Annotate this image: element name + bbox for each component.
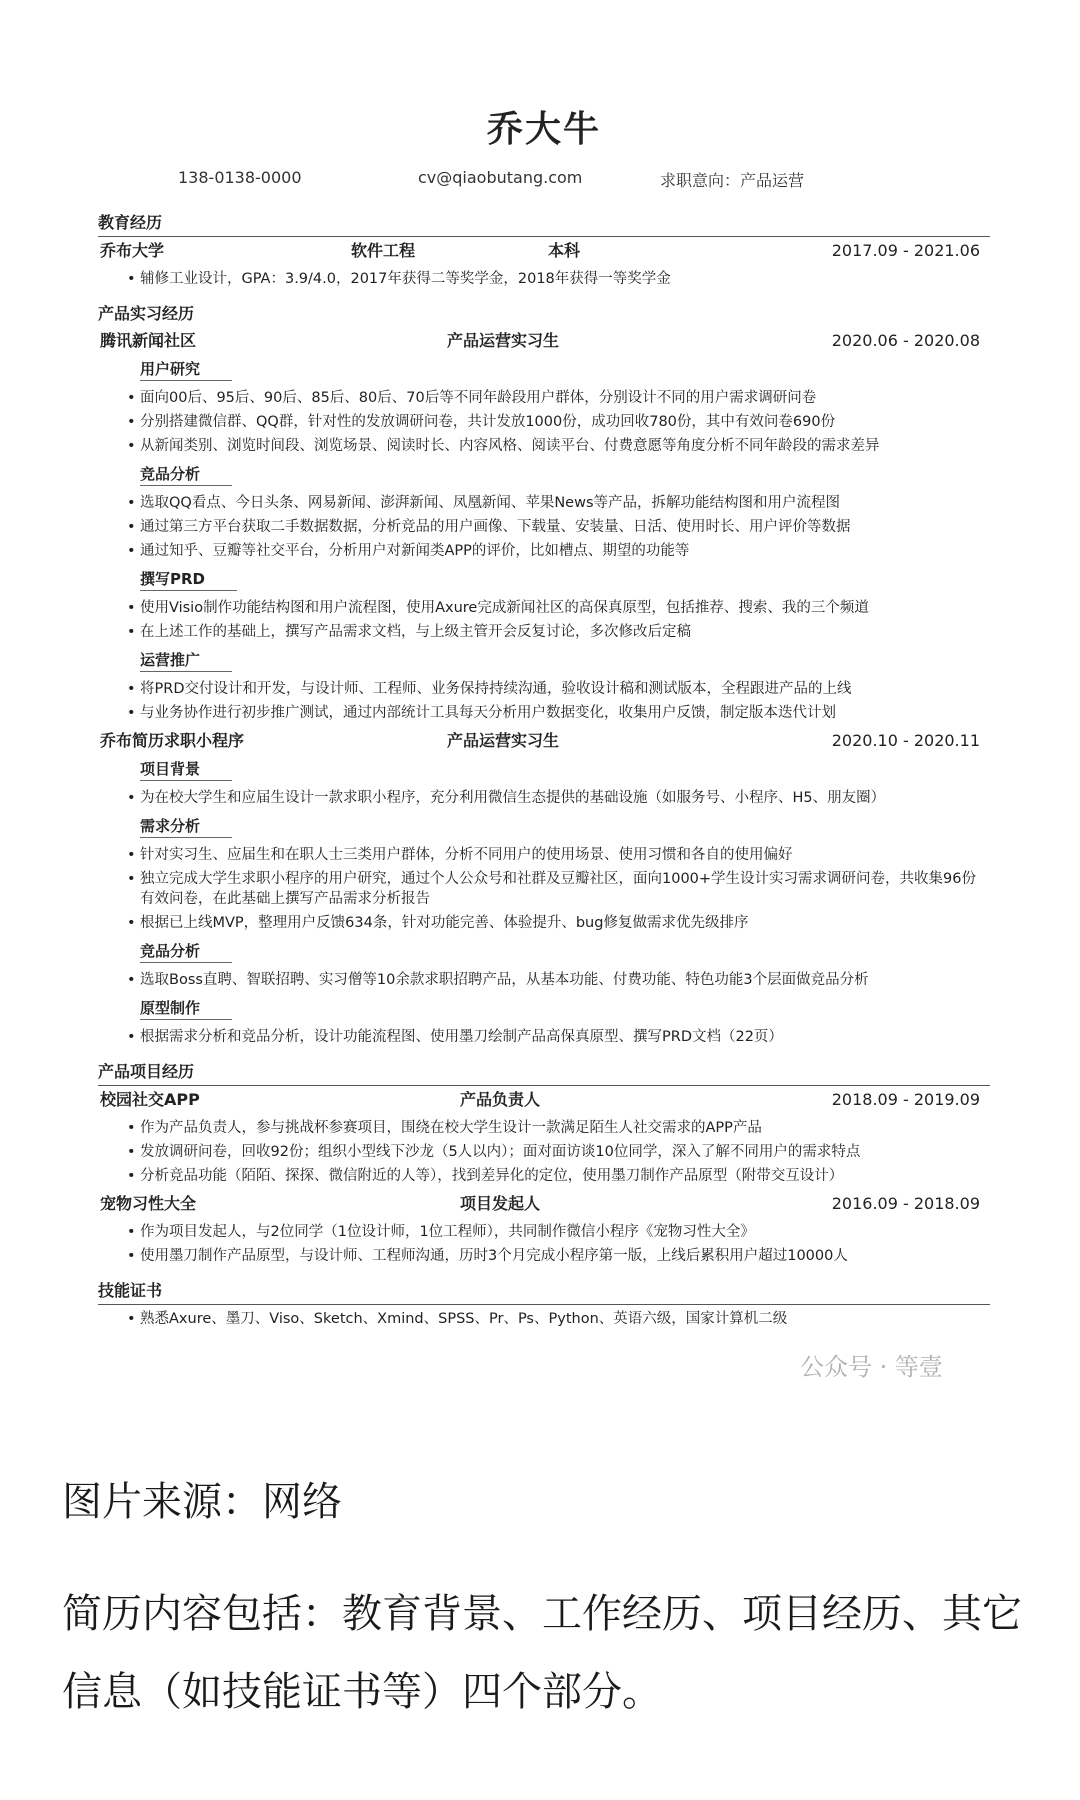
job-dates: 2020.10 - 2020.11	[831, 731, 980, 750]
section-education-title: 教育经历	[98, 210, 990, 237]
list-item: • 分别搭建微信群、QQ群，针对性的发放调研问卷，共计发放1000份，成功回收780份，其中有效问卷690份	[98, 412, 990, 432]
list-item: • 面向00后、95后、90后、85后、80后、70后等不同年龄段用户群体，分别设计不同的用户需求调研问卷	[98, 388, 990, 408]
phone: 138-0138-0000	[178, 168, 302, 187]
education-dates: 2017.09 - 2021.06	[831, 241, 980, 260]
organization: 乔布简历求职小程序	[100, 731, 245, 750]
subsection-bullets	[98, 788, 990, 808]
project-header-row	[98, 1086, 990, 1114]
subsection	[98, 646, 990, 723]
subsection-heading: 撰写PRD	[140, 568, 237, 591]
project-header-row	[98, 1190, 990, 1218]
section-projects-title: 产品项目经历	[98, 1059, 990, 1086]
list-item: • 熟悉Axure、墨刀、Viso、Sketch、Xmind、SPSS、Pr、Ps、Python、英语六级，国家计算机二级	[98, 1309, 990, 1329]
project-bullets	[98, 1222, 990, 1266]
list-item: • 从新闻类别、浏览时间段、浏览场景、阅读时长、内容风格、阅读平台、付费意愿等角度分析不同年龄段的需求差异	[98, 436, 990, 456]
list-item: • 通过第三方平台获取二手数据数据，分析竞品的用户画像、下载量、安装量、日活、使用时长、用户评价等数据	[98, 517, 990, 537]
subsection-heading: 运营推广	[140, 649, 232, 672]
subsection-bullets	[98, 493, 990, 561]
role: 产品运营实习生	[447, 731, 560, 750]
list-item: • 根据已上线MVP，整理用户反馈634条，针对功能完善、体验提升、bug修复做需求优先级排序	[98, 913, 990, 933]
job-header-row	[98, 327, 990, 355]
subsection-heading: 用户研究	[140, 358, 232, 381]
section-internship-title: 产品实习经历	[98, 304, 195, 323]
role: 产品运营实习生	[447, 331, 560, 350]
school: 乔布大学	[100, 241, 165, 260]
subsection-heading: 原型制作	[140, 997, 232, 1020]
degree: 本科	[548, 241, 581, 260]
list-item: • 使用墨刀制作产品原型，与设计师、工程师沟通，历时3个月完成小程序第一版，上线后累积用户超过10000人	[98, 1246, 990, 1266]
subsection-heading: 竞品分析	[140, 463, 232, 486]
candidate-name: 乔大牛	[486, 109, 601, 150]
resume-document	[98, 100, 990, 1400]
list-item: • 选取Boss直聘、智联招聘、实习僧等10余款求职招聘产品，从基本功能、付费功能、特色功能3个层面做竞品分析	[98, 970, 990, 990]
subsection-bullets	[98, 845, 990, 933]
internship-list	[98, 327, 990, 1047]
summary-caption: 简历内容包括：教育背景、工作经历、项目经历、其它信息（如技能证书等）四个部分。	[62, 1591, 1022, 1715]
project-dates: 2016.09 - 2018.09	[831, 1194, 980, 1213]
organization: 腾讯新闻社区	[100, 331, 197, 350]
project-bullets	[98, 1118, 990, 1186]
subsection	[98, 460, 990, 561]
list-item: • 发放调研问卷，回收92份；组织小型线下沙龙（5人以内）；面对面访谈10位同学，深入了解不同用户的需求特点	[98, 1142, 990, 1162]
subsection-bullets	[98, 679, 990, 723]
project-name: 宠物习性大全	[100, 1194, 197, 1213]
job-dates: 2020.06 - 2020.08	[831, 331, 980, 350]
email: cv@qiaobutang.com	[418, 168, 583, 187]
subsection-bullets	[98, 598, 990, 642]
subsection	[98, 755, 990, 808]
image-source-caption: 图片来源：网络	[62, 1479, 342, 1525]
list-item: • 独立完成大学生求职小程序的用户研究，通过个人公众号和社群及豆瓣社区，面向1000+学生设计实习需求调研问卷，共收集96份有效问卷，在此基础上撰写产品需求分析报告	[98, 869, 990, 909]
education-row	[98, 237, 990, 265]
job-header-row	[98, 727, 990, 755]
subsection	[98, 994, 990, 1047]
subsection-bullets	[98, 1027, 990, 1047]
education-bullets	[98, 269, 990, 289]
list-item: • 选取QQ看点、今日头条、网易新闻、澎湃新闻、凤凰新闻、苹果News等产品，拆解功能结构图和用户流程图	[98, 493, 990, 513]
subsection	[98, 355, 990, 456]
list-item: • 辅修工业设计，GPA：3.9/4.0，2017年获得二等奖学金，2018年获得一等奖学金	[98, 269, 990, 289]
subsection	[98, 565, 990, 642]
job-intent: 求职意向：产品运营	[660, 171, 805, 190]
list-item: • 通过知乎、豆瓣等社交平台，分析用户对新闻类APP的评价，比如槽点、期望的功能等	[98, 541, 990, 561]
subsection	[98, 937, 990, 990]
skills-bullets	[98, 1309, 990, 1329]
watermark: 公众号 · 等壹	[800, 1353, 943, 1381]
list-item: • 使用Visio制作功能结构图和用户流程图，使用Axure完成新闻社区的高保真原型，包括推荐、搜索、我的三个频道	[98, 598, 990, 618]
contact-line	[98, 160, 990, 198]
section-skills-title: 技能证书	[98, 1278, 990, 1305]
subsection-bullets	[98, 970, 990, 990]
list-item: • 为在校大学生和应届生设计一款求职小程序，充分利用微信生态提供的基础设施（如服务号、小程序、H5、朋友圈）	[98, 788, 990, 808]
list-item: • 分析竞品功能（陌陌、探探、微信附近的人等），找到差异化的定位，使用墨刀制作产品原型（附带交互设计）	[98, 1166, 990, 1186]
subsection-heading: 项目背景	[140, 758, 232, 781]
list-item: • 将PRD交付设计和开发，与设计师、工程师、业务保持持续沟通，验收设计稿和测试版本，全程跟进产品的上线	[98, 679, 990, 699]
list-item: • 与业务协作进行初步推广测试，通过内部统计工具每天分析用户数据变化，收集用户反馈，制定版本迭代计划	[98, 703, 990, 723]
project-dates: 2018.09 - 2019.09	[831, 1090, 980, 1109]
subsection-heading: 竞品分析	[140, 940, 232, 963]
subsection	[98, 812, 990, 933]
list-item: • 针对实习生、应届生和在职人士三类用户群体，分析不同用户的使用场景、使用习惯和各自的使用偏好	[98, 845, 990, 865]
major: 软件工程	[351, 241, 416, 260]
list-item: • 作为项目发起人，与2位同学（1位设计师，1位工程师），共同制作微信小程序《宠物习性大全》	[98, 1222, 990, 1242]
project-name: 校园社交APP	[100, 1090, 200, 1109]
list-item: • 根据需求分析和竞品分析，设计功能流程图、使用墨刀绘制产品高保真原型、撰写PRD文档（22页）	[98, 1027, 990, 1047]
subsection-bullets	[98, 388, 990, 456]
project-role: 项目发起人	[460, 1194, 541, 1213]
project-role: 产品负责人	[460, 1090, 541, 1109]
subsection-heading: 需求分析	[140, 815, 232, 838]
list-item: • 作为产品负责人，参与挑战杯参赛项目，围绕在校大学生设计一款满足陌生人社交需求的APP产品	[98, 1118, 990, 1138]
project-list	[98, 1086, 990, 1266]
list-item: • 在上述工作的基础上，撰写产品需求文档，与上级主管开会反复讨论，多次修改后定稿	[98, 622, 990, 642]
